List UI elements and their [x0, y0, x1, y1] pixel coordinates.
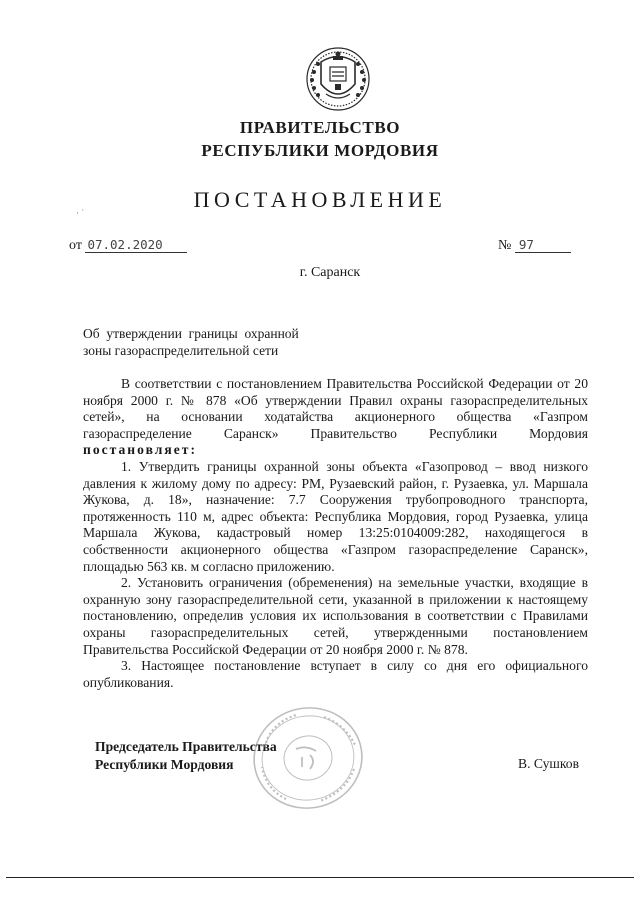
preamble-paragraph — [83, 376, 588, 459]
date-value: 07.02.2020 — [85, 238, 187, 253]
item-1-paragraph: 1. Утвердить границы охранной зоны объекта «Газопровод – ввод низкого давления к жилому дому по адресу: РМ, Рузаевский район, г. Рузаевка, ул. Маршала Жукова, д. 18», назначение: 7.7 Сооружения трубопроводного транспорта, протяженность 110 м, адрес объекта: Республика Мордовия, город Рузаевка, улица Маршала Жукова, кадастровый номер 13:25:0104009:282, находящегося в собственности акционерного общества «Газпром газораспределение Саранск», площадью 563 кв. м согласно приложению. — [83, 458, 588, 574]
official-round-stamp — [246, 703, 366, 813]
document-type-heading: ПОСТАНОВЛЕНИЕ — [193, 187, 447, 212]
number-line — [498, 238, 571, 254]
signatory-name: В. Сушков — [518, 756, 579, 771]
number-prefix: № — [498, 238, 512, 253]
page-bottom-rule — [6, 877, 634, 878]
document-subject — [83, 325, 383, 359]
decree-word: постановляет: — [83, 442, 197, 458]
government-title-line2: РЕСПУБЛИКИ МОРДОВИЯ — [201, 141, 439, 160]
subject-line: Об утверждении границы охранной — [83, 326, 299, 341]
scan-speck: · ˙ — [76, 208, 85, 218]
signatory-title-line: Председатель Правительства — [95, 739, 277, 754]
coat-of-arms-emblem — [302, 42, 374, 114]
document-body — [83, 376, 588, 691]
preamble-text: В соответствии с постановлением Правительства Российской Федерации от 20 ноября 2000 г. № 878 «Об утверждении Правил охраны газораспределительных сетей», на основании ходатайства акционерного общества «Газпром газораспределение Саранск» Правительство Республики Мордовия — [83, 376, 588, 441]
city-label: г. Саранск — [299, 265, 361, 280]
date-prefix: от — [69, 238, 82, 253]
date-line — [69, 238, 187, 254]
number-value: 97 — [515, 238, 571, 253]
item-3-paragraph: 3. Настоящее постановление вступает в силу со дня его официального опубликования. — [83, 658, 588, 690]
government-title-line1: ПРАВИТЕЛЬСТВО — [239, 118, 401, 137]
subject-line: зоны газораспределительной сети — [83, 343, 279, 358]
item-2-paragraph: 2. Установить ограничения (обременения) на земельные участки, входящие в охранную зону газораспределительной сети, указанной в приложении к настоящему постановлению, определив условия их использования в соответствии с Правилами охраны газораспределительных сетей, утвержденными постановлением Правительства Российской Федерации от 20 ноября 2000 г. № 878. — [83, 575, 588, 657]
signatory-title-line: Республики Мордовия — [95, 757, 234, 772]
